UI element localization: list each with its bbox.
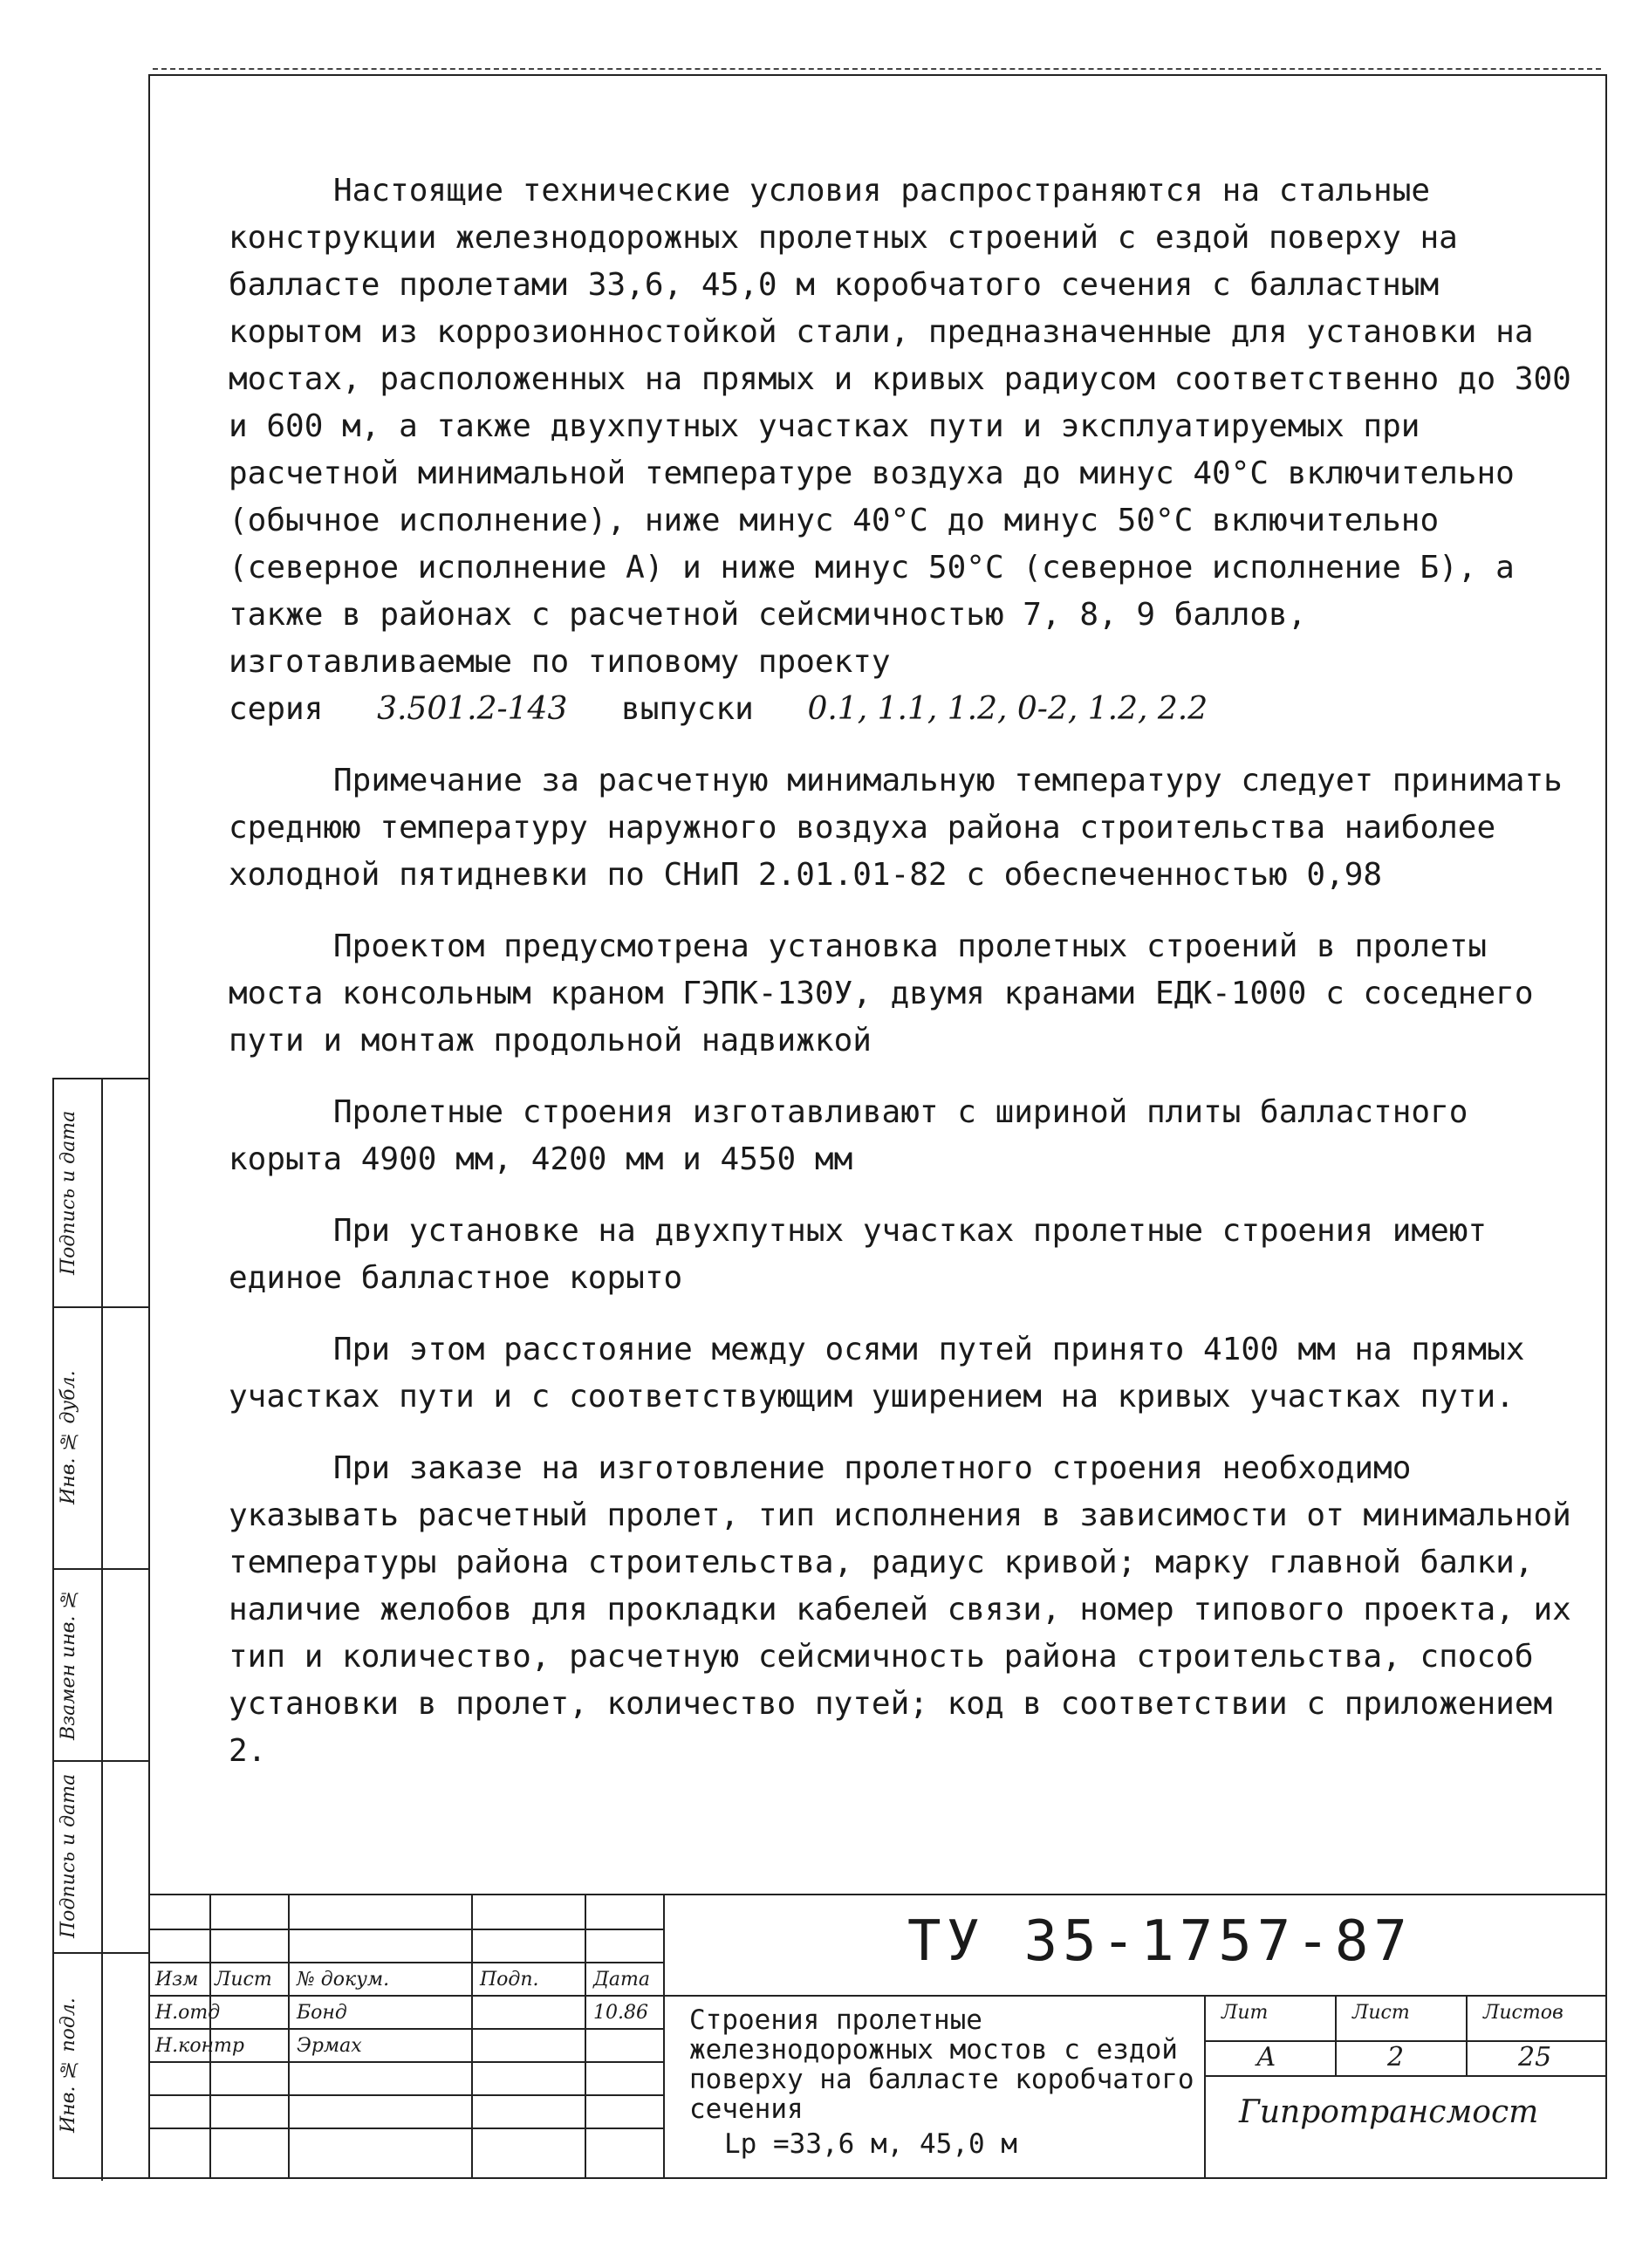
issues-value: 0.1, 1.1, 1.2, 0-2, 1.2, 2.2 bbox=[807, 691, 1208, 727]
col-header: Дата bbox=[593, 1969, 650, 1990]
tb-divider bbox=[148, 1929, 663, 1930]
row-role: Н.контр bbox=[155, 2035, 244, 2057]
sheet-label: Лист bbox=[1352, 2002, 1410, 2024]
document-code: ТУ 35-1757-87 bbox=[907, 1909, 1413, 1974]
sheets-value: 25 bbox=[1518, 2042, 1552, 2073]
paragraph-scope: Настоящие технические условия распространяются на стальные конструкции железнодорожных пролетных строений с ездой поверху на балласте пролетами 33,6, 45,0 м коробчатого сечения с балластным корытом из коррозионностойкой стали, предназначенные для установки на мостах, расположенных на прямых и кривых радиусом соответственно до 300 и 600 м, а также двухпутных участках пути и эксплуатируемых при расчетной минимальной температуре воздуха до минус 40°С включительно (обычное исполнение), ниже минус 40°С до минус 50°С включительно (северное исполнение А) и ниже минус 50°С (северное исполнение Б), а также в районах с расчетной сейсмичностью 7, 8, 9 баллов, изготавливаемые по типовому проекту bbox=[229, 173, 1571, 680]
tb-divider bbox=[148, 2094, 663, 2096]
tb-divider bbox=[148, 2061, 663, 2063]
paragraph-order: При заказе на изготовление пролетного строения необходимо указывать расчетный пролет, тип исполнения в зависимости от минимальной температуры района строительства, радиус кривой; марку главной балки, наличие желобов для прокладки кабелей связи, номер типового проекта, их тип и количество, расчетную сейсмичность района строительства, способ установки в пролет, количество путей; код в соответствии с приложением 2. bbox=[229, 1450, 1571, 1769]
tb-divider bbox=[288, 1894, 290, 2179]
organization: Гипротрансмост bbox=[1239, 2094, 1539, 2130]
paragraph-note: Примечание за расчетную минимальную температуру следует принимать среднюю температуру наружного воздуха района строительства наиболее холодной пятидневки по СНиП 2.01.01-82 с обеспеченностью 0,98 bbox=[229, 763, 1563, 893]
tb-divider bbox=[148, 1962, 663, 1963]
tb-divider bbox=[663, 1894, 665, 2179]
stamp-label: Подпись и дата bbox=[58, 1110, 79, 1276]
stamp-label: Инв. № дубл. bbox=[58, 1370, 79, 1504]
stamp-label: Взамен инв. № bbox=[58, 1587, 79, 1741]
sheets-label: Листов bbox=[1483, 2002, 1563, 2024]
row-name: Бонд bbox=[297, 2002, 347, 2024]
lit-value: А bbox=[1256, 2042, 1276, 2073]
series-label: серия bbox=[229, 691, 324, 727]
col-header: № докум. bbox=[297, 1969, 390, 1990]
col-header: Подп. bbox=[480, 1969, 539, 1990]
stamp-label: Инв. № подл. bbox=[58, 1997, 79, 2134]
series-value: 3.501.2-143 bbox=[377, 691, 568, 727]
paragraph-installation: Проектом предусмотрена установка пролетных строений в пролеты моста консольным краном ГЭПК-130У, двумя кранами ЕДК-1000 с соседнего пути и монтаж продольной надвижкой bbox=[229, 928, 1534, 1059]
document-description: Строения пролетные железнодорожных мостов с ездой поверху на балласте коробчатого сечения bbox=[689, 2004, 1194, 2125]
series-line bbox=[229, 686, 1590, 733]
tb-divider bbox=[148, 2128, 663, 2129]
paragraph-width: Пролетные строения изготавливают с шириной плиты балластного корыта 4900 мм, 4200 мм и 4550 мм bbox=[229, 1094, 1468, 1177]
tb-divider bbox=[585, 1894, 586, 2179]
left-stamp-divider bbox=[54, 1568, 150, 1570]
tb-divider bbox=[471, 1894, 473, 2179]
tb-divider bbox=[1204, 2075, 1607, 2077]
left-stamp bbox=[52, 1078, 148, 2179]
tb-divider bbox=[148, 1995, 1607, 1997]
left-stamp-divider bbox=[54, 1952, 150, 1954]
document-body bbox=[229, 168, 1590, 1775]
sheet-value: 2 bbox=[1387, 2042, 1405, 2073]
span-value: Lр =33,6 м, 45,0 м bbox=[724, 2128, 1017, 2160]
left-stamp-divider bbox=[54, 1760, 150, 1762]
top-dashed-line bbox=[153, 68, 1601, 70]
row-name: Эрмах bbox=[297, 2035, 362, 2057]
left-stamp-divider bbox=[54, 1306, 150, 1308]
tb-divider bbox=[148, 2028, 663, 2030]
issues-label: выпуски bbox=[621, 691, 754, 727]
col-header: Изм bbox=[155, 1969, 199, 1990]
col-header: Лист bbox=[215, 1969, 272, 1990]
lit-label: Лит bbox=[1221, 2002, 1269, 2024]
paragraph-axes: При этом расстояние между осями путей принято 4100 мм на прямых участках пути и с соответствующим уширением на кривых участках пути. bbox=[229, 1332, 1525, 1415]
tb-divider bbox=[1466, 1995, 1468, 2075]
paragraph-double-track: При установке на двухпутных участках пролетные строения имеют единое балластное корыто bbox=[229, 1213, 1488, 1296]
row-role: Н.отд bbox=[155, 2002, 221, 2024]
stamp-label: Подпись и дата bbox=[58, 1773, 79, 1939]
tb-divider bbox=[1335, 1995, 1337, 2075]
row-date: 10.86 bbox=[593, 2002, 648, 2024]
